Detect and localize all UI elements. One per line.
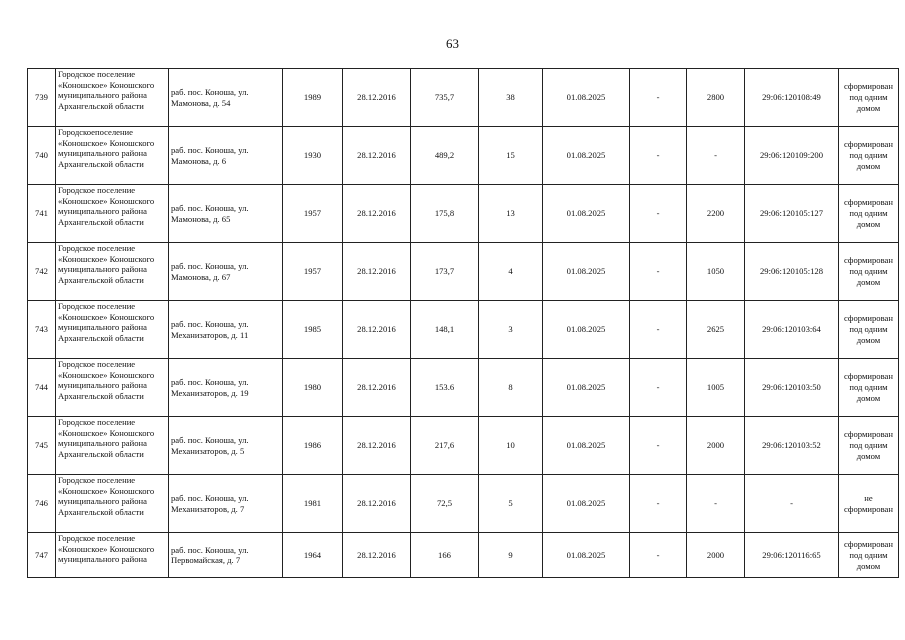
table-row	[28, 243, 899, 301]
year-cell: 1930	[283, 127, 343, 185]
status-cell: сформирован под одним домом	[839, 417, 899, 475]
deadline-cell: 01.08.2025	[543, 127, 630, 185]
area-cell: 217,6	[411, 417, 479, 475]
address-cell: раб. пос. Коноша, ул. Мамонова, д. 6	[169, 127, 283, 185]
address-cell: раб. пос. Коноша, ул. Мамонова, д. 65	[169, 185, 283, 243]
row-number: 745	[28, 417, 56, 475]
row-number: 739	[28, 69, 56, 127]
count-cell: 5	[479, 475, 543, 533]
land-area-cell: 2800	[687, 69, 745, 127]
address-cell: раб. пос. Коноша, ул. Механизаторов, д. 19	[169, 359, 283, 417]
row-number: 741	[28, 185, 56, 243]
deadline-cell: 01.08.2025	[543, 301, 630, 359]
year-cell: 1964	[283, 533, 343, 578]
row-number: 743	[28, 301, 56, 359]
row-number: 746	[28, 475, 56, 533]
count-cell: 10	[479, 417, 543, 475]
count-cell: 15	[479, 127, 543, 185]
area-cell: 173,7	[411, 243, 479, 301]
table-row	[28, 185, 899, 243]
land-area-cell: 2000	[687, 533, 745, 578]
dash-cell: -	[630, 185, 687, 243]
count-cell: 13	[479, 185, 543, 243]
dash-cell: -	[630, 301, 687, 359]
table-row	[28, 301, 899, 359]
owner-cell: Городское поселение «Коношское» Коношского муниципального района Архангельской области	[56, 301, 169, 359]
status-cell: сформирован под одним домом	[839, 185, 899, 243]
table-row	[28, 417, 899, 475]
area-cell: 735,7	[411, 69, 479, 127]
year-cell: 1985	[283, 301, 343, 359]
deadline-cell: 01.08.2025	[543, 533, 630, 578]
table-row	[28, 359, 899, 417]
deadline-cell: 01.08.2025	[543, 185, 630, 243]
dash-cell: -	[630, 243, 687, 301]
date-cell: 28.12.2016	[343, 533, 411, 578]
dash-cell: -	[630, 533, 687, 578]
cadastral-number-cell: 29:06:120103:64	[745, 301, 839, 359]
year-cell: 1989	[283, 69, 343, 127]
owner-cell: Городское поселение «Коношское» Коношского муниципального района Архангельской области	[56, 359, 169, 417]
deadline-cell: 01.08.2025	[543, 417, 630, 475]
land-area-cell: 2200	[687, 185, 745, 243]
area-cell: 148,1	[411, 301, 479, 359]
address-cell: раб. пос. Коноша, ул. Мамонова, д. 67	[169, 243, 283, 301]
row-number: 742	[28, 243, 56, 301]
date-cell: 28.12.2016	[343, 475, 411, 533]
status-cell: сформирован под одним домом	[839, 243, 899, 301]
area-cell: 175,8	[411, 185, 479, 243]
date-cell: 28.12.2016	[343, 301, 411, 359]
cadastral-number-cell: 29:06:120108:49	[745, 69, 839, 127]
count-cell: 8	[479, 359, 543, 417]
table-row	[28, 475, 899, 533]
status-cell: сформирован под одним домом	[839, 301, 899, 359]
page-number: 63	[446, 36, 459, 51]
date-cell: 28.12.2016	[343, 243, 411, 301]
status-cell: сформирован под одним домом	[839, 127, 899, 185]
status-cell: сформирован под одним домом	[839, 359, 899, 417]
row-number: 740	[28, 127, 56, 185]
year-cell: 1980	[283, 359, 343, 417]
owner-cell: Городское поселение «Коношское» Коношского муниципального района Архангельской области	[56, 69, 169, 127]
table-row	[28, 127, 899, 185]
table-row	[28, 533, 899, 578]
year-cell: 1957	[283, 243, 343, 301]
year-cell: 1981	[283, 475, 343, 533]
deadline-cell: 01.08.2025	[543, 243, 630, 301]
area-cell: 166	[411, 533, 479, 578]
count-cell: 4	[479, 243, 543, 301]
owner-cell: Городское поселение «Коношское» Коношского муниципального района Архангельской области	[56, 243, 169, 301]
owner-cell: Городскоепоселение «Коношское» Коношского муниципального района Архангельской области	[56, 127, 169, 185]
cadastral-number-cell: 29:06:120116:65	[745, 533, 839, 578]
address-cell: раб. пос. Коноша, ул. Мамонова, д. 54	[169, 69, 283, 127]
land-area-cell: 2625	[687, 301, 745, 359]
cadastral-number-cell: 29:06:120103:50	[745, 359, 839, 417]
deadline-cell: 01.08.2025	[543, 359, 630, 417]
owner-cell: Городское поселение «Коношское» Коношского муниципального района	[56, 533, 169, 578]
count-cell: 9	[479, 533, 543, 578]
date-cell: 28.12.2016	[343, 127, 411, 185]
address-cell: раб. пос. Коноша, ул. Механизаторов, д. 11	[169, 301, 283, 359]
table-row	[28, 69, 899, 127]
area-cell: 72,5	[411, 475, 479, 533]
owner-cell: Городское поселение «Коношское» Коношского муниципального района Архангельской области	[56, 475, 169, 533]
count-cell: 38	[479, 69, 543, 127]
status-cell: сформирован под одним домом	[839, 533, 899, 578]
dash-cell: -	[630, 417, 687, 475]
cadastral-number-cell: -	[745, 475, 839, 533]
land-area-cell: 1050	[687, 243, 745, 301]
area-cell: 489,2	[411, 127, 479, 185]
cadastral-number-cell: 29:06:120105:127	[745, 185, 839, 243]
land-area-cell: -	[687, 127, 745, 185]
land-area-cell: -	[687, 475, 745, 533]
dash-cell: -	[630, 475, 687, 533]
dash-cell: -	[630, 127, 687, 185]
year-cell: 1986	[283, 417, 343, 475]
housing-registry-table	[27, 68, 899, 578]
row-number: 747	[28, 533, 56, 578]
date-cell: 28.12.2016	[343, 417, 411, 475]
row-number: 744	[28, 359, 56, 417]
address-cell: раб. пос. Коноша, ул. Первомайская, д. 7	[169, 533, 283, 578]
area-cell: 153.6	[411, 359, 479, 417]
cadastral-number-cell: 29:06:120103:52	[745, 417, 839, 475]
date-cell: 28.12.2016	[343, 359, 411, 417]
status-cell: сформирован под одним домом	[839, 69, 899, 127]
address-cell: раб. пос. Коноша, ул. Механизаторов, д. 5	[169, 417, 283, 475]
owner-cell: Городское поселение «Коношское» Коношского муниципального района Архангельской области	[56, 417, 169, 475]
dash-cell: -	[630, 359, 687, 417]
address-cell: раб. пос. Коноша, ул. Механизаторов, д. 7	[169, 475, 283, 533]
owner-cell: Городское поселение «Коношское» Коношского муниципального района Архангельской области	[56, 185, 169, 243]
date-cell: 28.12.2016	[343, 69, 411, 127]
land-area-cell: 2000	[687, 417, 745, 475]
cadastral-number-cell: 29:06:120109:200	[745, 127, 839, 185]
deadline-cell: 01.08.2025	[543, 69, 630, 127]
cadastral-number-cell: 29:06:120105:128	[745, 243, 839, 301]
deadline-cell: 01.08.2025	[543, 475, 630, 533]
status-cell: не сформирован	[839, 475, 899, 533]
land-area-cell: 1005	[687, 359, 745, 417]
year-cell: 1957	[283, 185, 343, 243]
date-cell: 28.12.2016	[343, 185, 411, 243]
dash-cell: -	[630, 69, 687, 127]
count-cell: 3	[479, 301, 543, 359]
